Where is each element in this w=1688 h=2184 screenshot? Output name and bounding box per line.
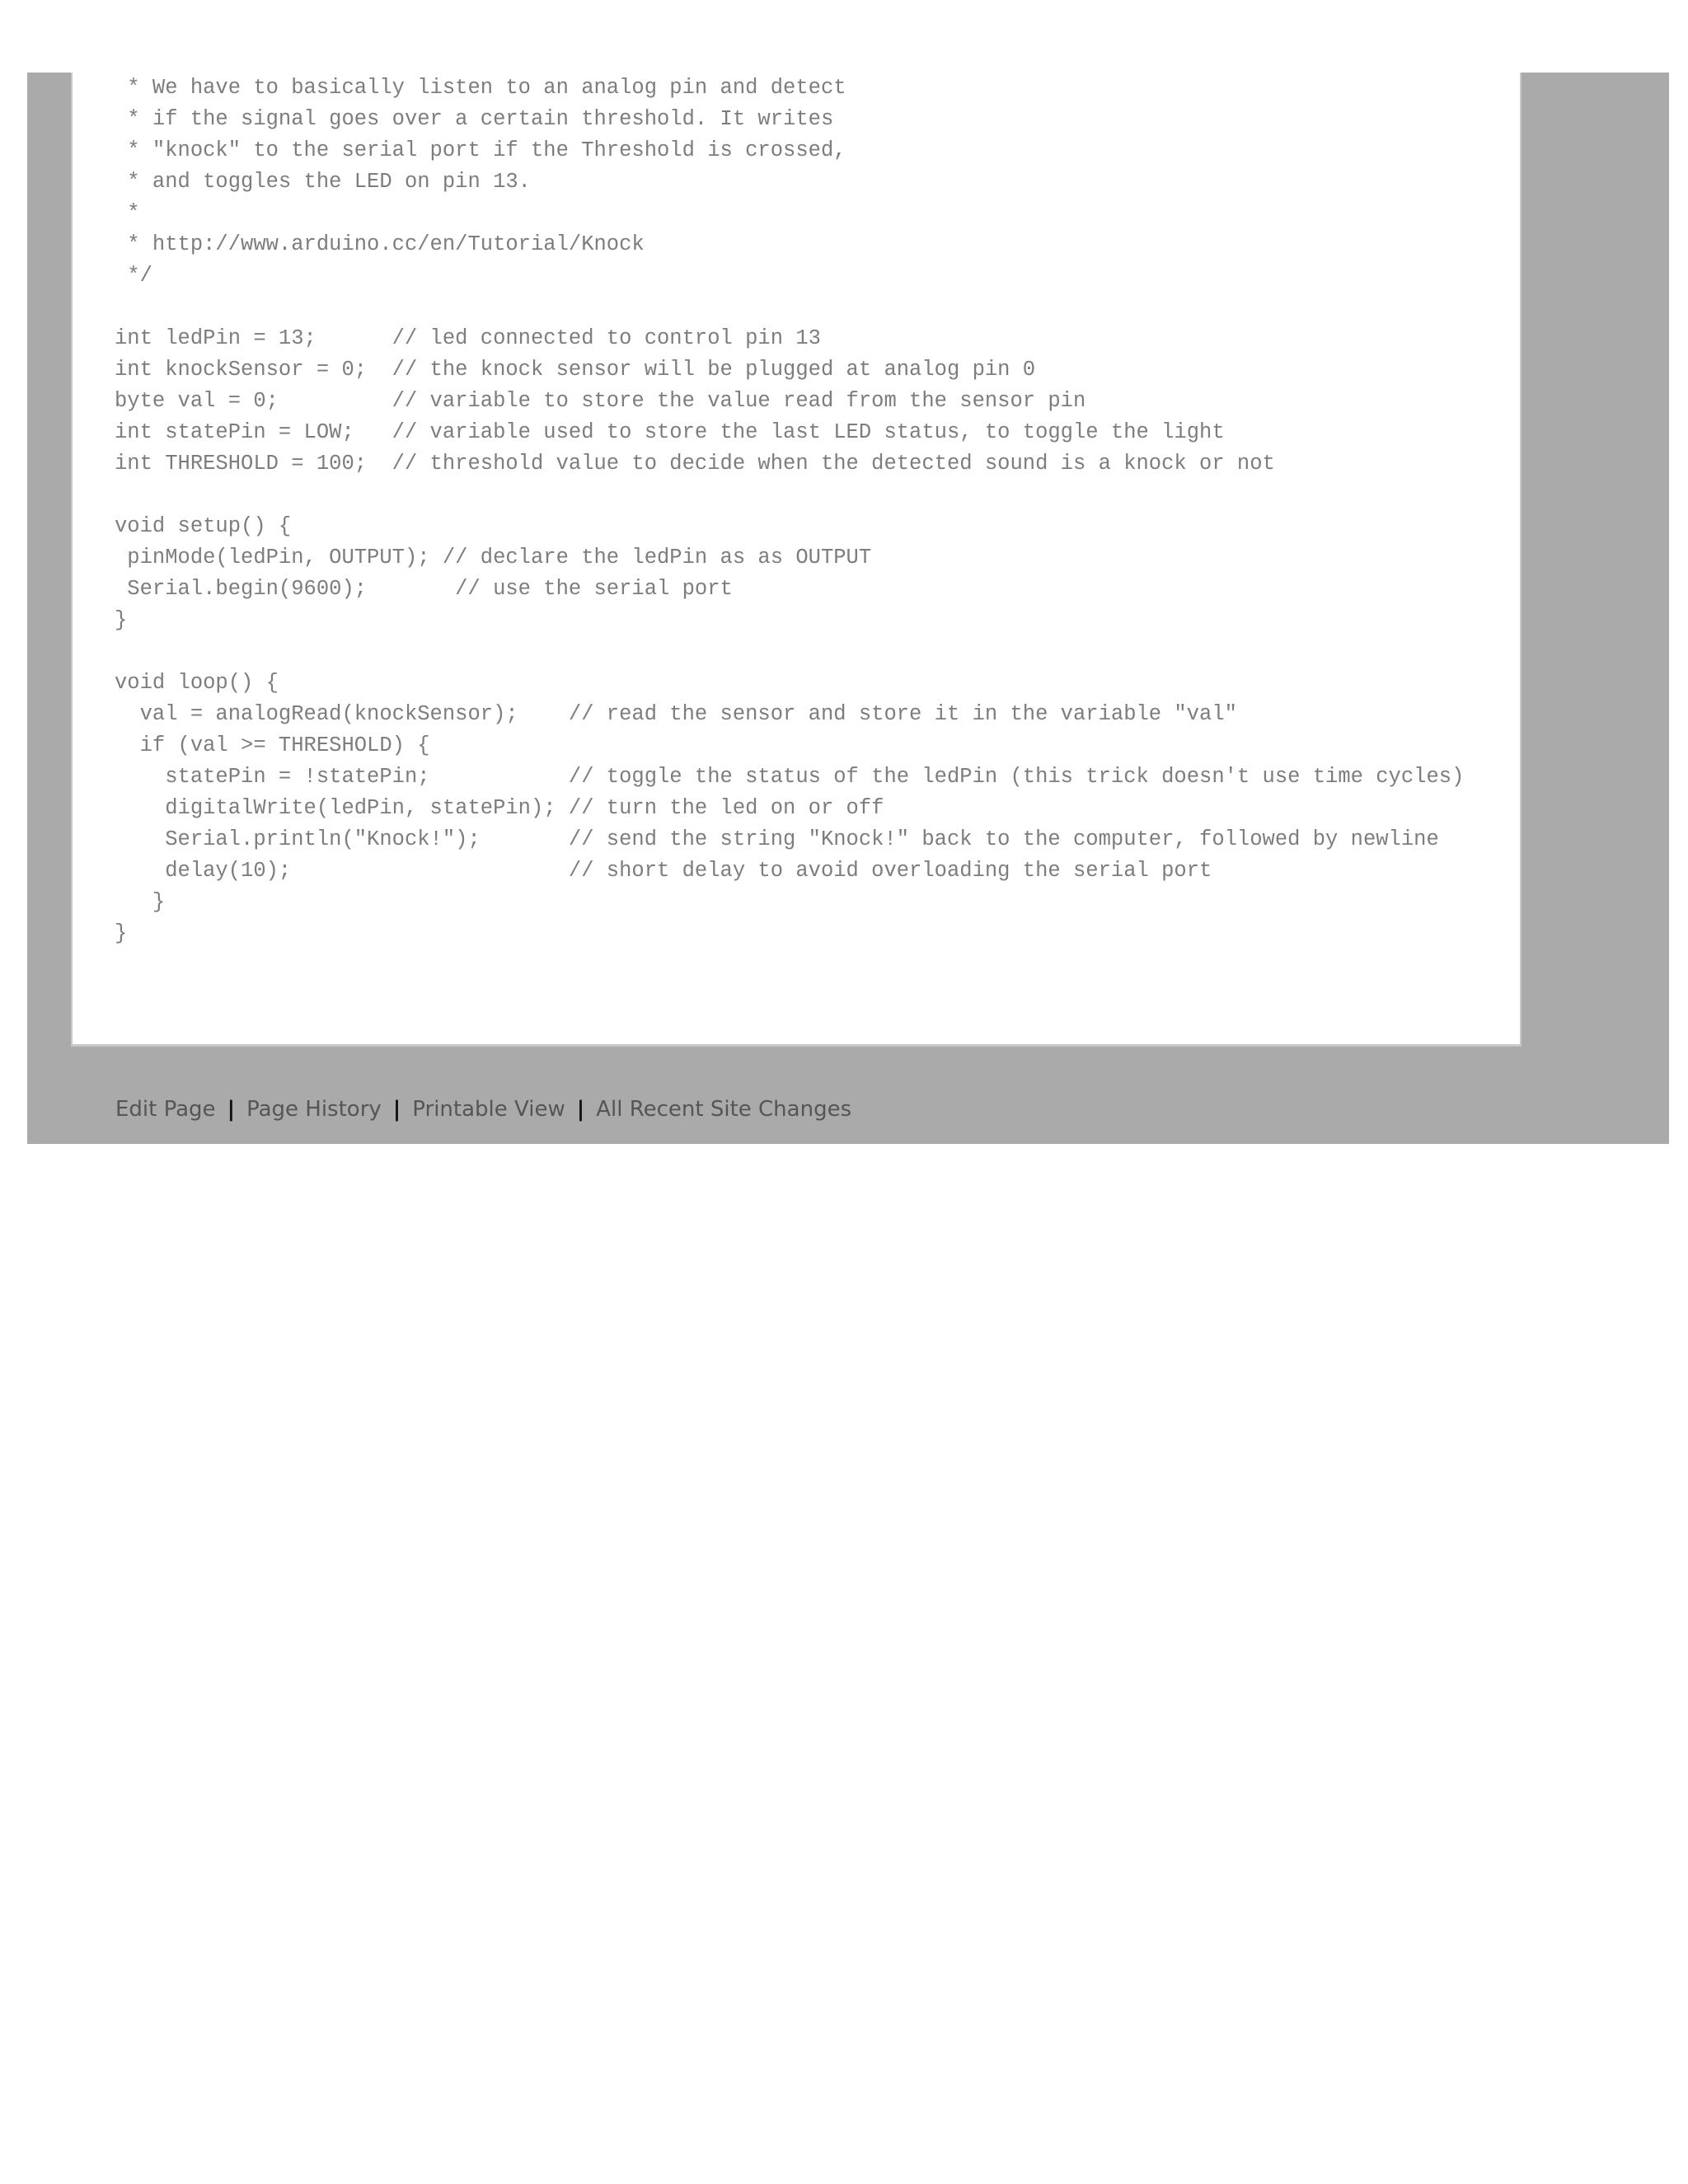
footer-separator: |: [392, 1097, 401, 1122]
code-line: int ledPin = 13; // led connected to control pin 13: [115, 326, 821, 350]
code-line: * if the signal goes over a certain threshold. It writes: [115, 107, 834, 131]
footer-separator: |: [227, 1097, 236, 1122]
code-line: * and toggles the LED on pin 13.: [115, 170, 531, 194]
all-recent-site-changes-link[interactable]: All Recent Site Changes: [596, 1097, 852, 1122]
code-line: pinMode(ledPin, OUTPUT); // declare the ledPin as as OUTPUT: [115, 546, 872, 569]
code-line: * http://www.arduino.cc/en/Tutorial/Knock: [115, 232, 645, 256]
code-line: }: [115, 890, 166, 914]
code-line: statePin = !statePin; // toggle the status of the ledPin (this trick doesn't use time cycles): [115, 765, 1465, 789]
code-line: [115, 292, 1464, 323]
code-line: }: [115, 608, 128, 632]
code-line: val = analogRead(knockSensor); // read the sensor and store it in the variable "val": [115, 702, 1237, 726]
code-line: * "knock" to the serial port if the Threshold is crossed,: [115, 138, 846, 162]
printable-view-link[interactable]: Printable View: [412, 1097, 565, 1122]
code-line: void setup() {: [115, 514, 292, 538]
page-frame: [27, 73, 1669, 1144]
code-line: int THRESHOLD = 100; // threshold value to decide when the detected sound is a knock or not: [115, 452, 1275, 476]
footer-separator: |: [576, 1097, 585, 1122]
page-history-link[interactable]: Page History: [246, 1097, 382, 1122]
code-line: */: [115, 264, 152, 288]
edit-page-link[interactable]: Edit Page: [115, 1097, 216, 1122]
code-line: int knockSensor = 0; // the knock sensor will be plugged at analog pin 0: [115, 358, 1036, 382]
code-line: byte val = 0; // variable to store the value read from the sensor pin: [115, 389, 1086, 413]
code-line: void loop() {: [115, 671, 279, 695]
code-line: [115, 480, 1464, 511]
code-line: }: [115, 921, 128, 945]
code-line: if (val >= THRESHOLD) {: [115, 733, 430, 757]
code-line: [115, 636, 1464, 668]
code-block: [115, 73, 1464, 949]
code-line: digitalWrite(ledPin, statePin); // turn the led on or off: [115, 796, 884, 820]
code-line: Serial.begin(9600); // use the serial port: [115, 577, 733, 601]
footer-nav: [115, 1097, 851, 1122]
code-line: delay(10); // short delay to avoid overloading the serial port: [115, 859, 1212, 883]
code-line: *: [115, 201, 140, 225]
content-panel: [71, 73, 1522, 1047]
code-line: * We have to basically listen to an analog pin and detect: [115, 76, 846, 100]
code-line: Serial.println("Knock!"); // send the string "Knock!" back to the computer, followed by newline: [115, 827, 1439, 851]
code-line: int statePin = LOW; // variable used to store the last LED status, to toggle the light: [115, 420, 1225, 444]
